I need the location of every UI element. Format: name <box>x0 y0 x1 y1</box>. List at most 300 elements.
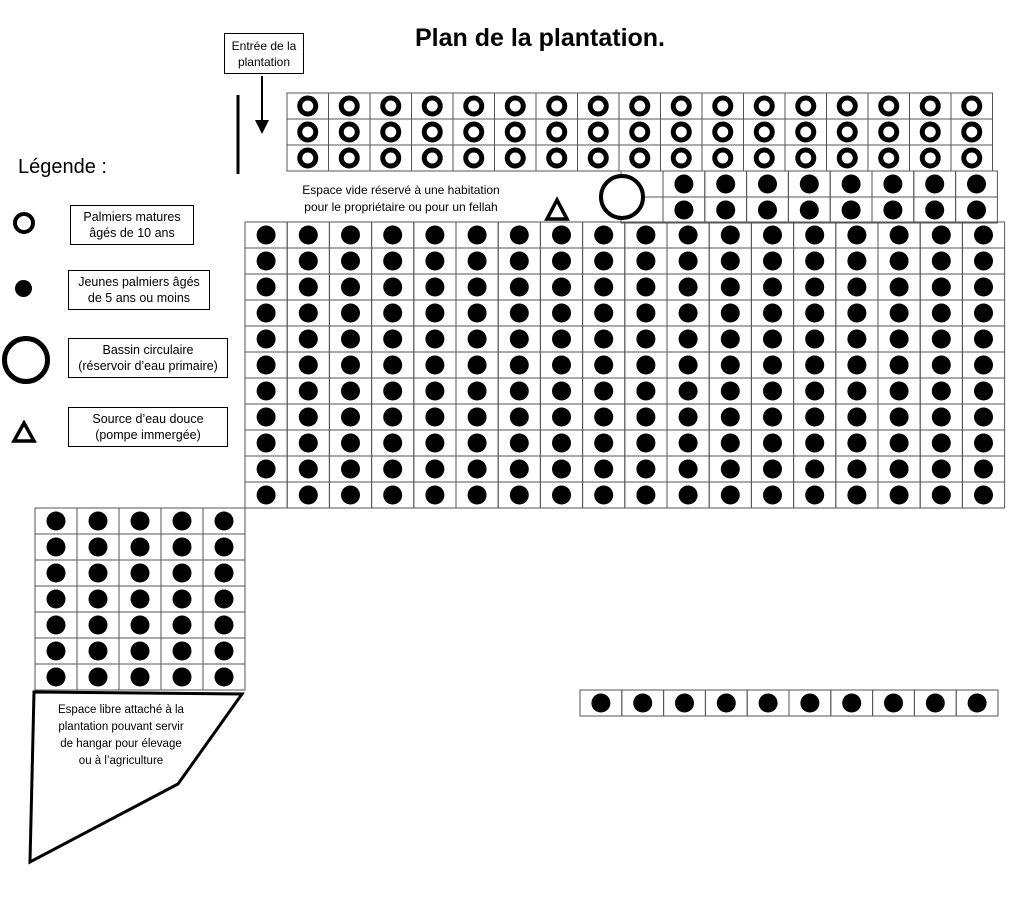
young-grid-cell <box>203 508 245 534</box>
young-grid-cell <box>836 430 878 456</box>
young-grid-cell <box>119 586 161 612</box>
young-palm <box>510 226 529 245</box>
young-palm <box>974 252 993 271</box>
young-palm <box>679 408 698 427</box>
entrance-arrow-head <box>255 120 269 134</box>
young-palm <box>47 564 66 583</box>
young-palm <box>425 408 444 427</box>
young-palm <box>383 434 402 453</box>
young-palm <box>805 434 824 453</box>
young-grid-cell <box>583 352 625 378</box>
mature-palm <box>881 98 897 114</box>
young-palm <box>636 486 655 505</box>
mature-palm <box>549 98 565 114</box>
young-palm <box>89 538 108 557</box>
young-grid-cell <box>667 274 709 300</box>
legend-basin-line-2: (réservoir d’eau primaire) <box>78 359 218 373</box>
young-palm <box>890 226 909 245</box>
young-grid-cell <box>498 222 540 248</box>
young-grid-cell <box>872 171 914 197</box>
mature-grid-cell <box>785 145 827 171</box>
free-space-label-line-1: Espace libre attaché à la <box>58 704 184 716</box>
young-palm <box>383 226 402 245</box>
young-palm <box>89 616 108 635</box>
free-space-label <box>36 702 206 770</box>
mature-palm <box>590 98 606 114</box>
young-palm <box>131 642 150 661</box>
young-palm <box>257 252 276 271</box>
young-grid-cell <box>329 248 371 274</box>
young-palm <box>425 304 444 323</box>
young-palm <box>47 642 66 661</box>
young-palm <box>510 304 529 323</box>
mature-palm <box>922 98 938 114</box>
young-grid-cell <box>77 612 119 638</box>
young-grid-cell <box>788 197 830 223</box>
young-palm <box>425 434 444 453</box>
circular-basin <box>601 176 643 218</box>
young-grid-cell <box>956 690 998 716</box>
young-palm <box>800 201 819 220</box>
young-grid-cell <box>622 690 664 716</box>
young-grid-cell <box>962 222 1004 248</box>
mature-palm <box>424 98 440 114</box>
young-palm <box>763 356 782 375</box>
young-grid-cell <box>873 690 915 716</box>
young-grid-cell <box>878 378 920 404</box>
young-grid-cell <box>962 404 1004 430</box>
young-palm <box>594 304 613 323</box>
young-palm <box>679 382 698 401</box>
young-grid-cell <box>287 378 329 404</box>
young-grid-cell <box>663 171 705 197</box>
young-palm <box>636 460 655 479</box>
mature-palm <box>300 150 316 166</box>
young-grid-cell <box>119 534 161 560</box>
young-palm <box>425 356 444 375</box>
young-grid-cell <box>456 326 498 352</box>
young-palm <box>47 590 66 609</box>
young-palm <box>131 668 150 687</box>
young-grid-cell <box>836 404 878 430</box>
mature-grid-cell <box>744 119 786 145</box>
young-palm <box>974 382 993 401</box>
young-palm <box>842 694 861 713</box>
young-grid-cell <box>872 197 914 223</box>
young-palm <box>674 175 693 194</box>
young-palm <box>468 460 487 479</box>
young-palm <box>805 252 824 271</box>
young-palm <box>383 278 402 297</box>
mature-grid-cell <box>287 145 329 171</box>
young-grid-cell <box>625 430 667 456</box>
mature-grid-cell <box>329 119 371 145</box>
young-palm <box>974 330 993 349</box>
young-palm <box>47 512 66 531</box>
mature-grid-cell <box>827 119 869 145</box>
young-grid-cell <box>329 378 371 404</box>
young-grid-cell <box>664 690 706 716</box>
mature-palm <box>756 150 772 166</box>
mature-palm <box>798 150 814 166</box>
young-palm <box>679 434 698 453</box>
young-palm <box>636 434 655 453</box>
young-palm <box>679 252 698 271</box>
young-grid-cell <box>836 378 878 404</box>
young-grid-cell <box>914 171 956 197</box>
young-palm <box>131 616 150 635</box>
young-grid-cell <box>498 274 540 300</box>
young-grid-cell <box>625 482 667 508</box>
young-grid-cell <box>119 612 161 638</box>
mature-grid-cell <box>951 93 993 119</box>
young-grid-cell <box>372 222 414 248</box>
mature-grid-cell <box>370 119 412 145</box>
legend-water-source-line-2: (pompe immergée) <box>95 428 201 442</box>
young-grid-cell <box>789 690 831 716</box>
young-grid-cell <box>794 482 836 508</box>
young-palm <box>636 226 655 245</box>
mature-palm <box>549 150 565 166</box>
young-grid-cell <box>583 430 625 456</box>
mature-palm <box>839 124 855 140</box>
young-palm <box>131 564 150 583</box>
young-palm <box>842 201 861 220</box>
young-grid-cell <box>540 222 582 248</box>
young-palm <box>932 330 951 349</box>
legend-heading: Légende : <box>18 156 107 178</box>
young-grid-cell <box>77 534 119 560</box>
young-palm <box>932 252 951 271</box>
young-grid-cell <box>414 352 456 378</box>
young-palm <box>763 304 782 323</box>
mature-palm <box>632 98 648 114</box>
young-grid-cell <box>119 560 161 586</box>
young-grid-cell <box>498 248 540 274</box>
young-palm <box>974 460 993 479</box>
young-grid-cell <box>456 430 498 456</box>
young-palm <box>468 434 487 453</box>
young-palm <box>510 252 529 271</box>
mature-grid-cell <box>661 119 703 145</box>
young-grid-cell <box>245 248 287 274</box>
young-grid-cell <box>583 404 625 430</box>
young-grid-cell <box>751 482 793 508</box>
young-grid-cell <box>161 560 203 586</box>
young-grid-cell <box>287 300 329 326</box>
mature-grid-cell <box>370 93 412 119</box>
young-grid-cell <box>751 404 793 430</box>
young-grid-cell <box>751 222 793 248</box>
legend-water-source-icon <box>11 420 37 444</box>
young-palm <box>721 382 740 401</box>
young-palm <box>675 694 694 713</box>
mature-palm <box>673 124 689 140</box>
young-grid-cell <box>329 222 371 248</box>
young-grid-cell <box>583 378 625 404</box>
young-palm <box>510 486 529 505</box>
young-palm <box>721 304 740 323</box>
young-palm <box>425 486 444 505</box>
young-palm <box>215 616 234 635</box>
young-palm <box>594 434 613 453</box>
mature-palm <box>881 150 897 166</box>
young-palm <box>257 460 276 479</box>
young-palm <box>679 330 698 349</box>
mature-palm <box>383 98 399 114</box>
young-grid-cell <box>540 456 582 482</box>
mature-grid-cell <box>453 93 495 119</box>
young-palm <box>383 382 402 401</box>
legend-mature-palm-line-2: âgés de 10 ans <box>89 226 175 240</box>
young-grid-cell <box>667 482 709 508</box>
young-palm <box>636 356 655 375</box>
young-grid-cell <box>540 274 582 300</box>
young-grid-cell <box>414 248 456 274</box>
legend-water-source-box <box>68 407 228 447</box>
young-palm <box>890 382 909 401</box>
page-title: Plan de la plantation. <box>414 24 666 52</box>
mature-palm <box>424 150 440 166</box>
young-palm <box>594 252 613 271</box>
young-palm <box>679 460 698 479</box>
young-grid-cell <box>709 274 751 300</box>
young-palm <box>847 252 866 271</box>
young-palm <box>763 226 782 245</box>
young-grid-cell <box>77 664 119 690</box>
young-palm <box>636 304 655 323</box>
mature-grid-cell <box>744 93 786 119</box>
young-palm <box>890 434 909 453</box>
young-grid-cell <box>540 378 582 404</box>
young-grid-cell <box>836 482 878 508</box>
young-palm <box>341 278 360 297</box>
young-grid-cell <box>709 456 751 482</box>
young-palm <box>974 278 993 297</box>
young-grid-cell <box>498 378 540 404</box>
young-palm <box>763 408 782 427</box>
young-palm <box>884 694 903 713</box>
young-grid-cell <box>794 300 836 326</box>
young-grid-cell <box>751 248 793 274</box>
young-grid-cell <box>329 430 371 456</box>
young-grid-cell <box>962 326 1004 352</box>
young-grid-cell <box>920 482 962 508</box>
basin-area-cell <box>621 197 663 223</box>
young-palm <box>299 304 318 323</box>
young-palm <box>594 382 613 401</box>
young-grid-cell <box>119 638 161 664</box>
young-grid-cell <box>751 430 793 456</box>
mature-palm <box>715 98 731 114</box>
young-palm <box>974 434 993 453</box>
mature-grid-cell <box>827 145 869 171</box>
mature-grid-cell <box>661 93 703 119</box>
young-palm <box>215 668 234 687</box>
young-palm <box>257 278 276 297</box>
young-grid-cell <box>372 326 414 352</box>
young-grid-cell <box>540 326 582 352</box>
young-grid-cell <box>794 456 836 482</box>
young-grid-cell <box>878 352 920 378</box>
mature-palm <box>300 98 316 114</box>
young-palm <box>763 486 782 505</box>
young-grid-cell <box>836 300 878 326</box>
young-palm <box>131 590 150 609</box>
young-palm <box>89 564 108 583</box>
young-palm <box>131 512 150 531</box>
young-grid-cell <box>372 300 414 326</box>
young-palm <box>257 434 276 453</box>
mature-grid-cell <box>827 93 869 119</box>
young-grid-cell <box>372 456 414 482</box>
young-palm <box>89 668 108 687</box>
young-grid-cell <box>920 430 962 456</box>
entrance-label <box>224 33 304 74</box>
young-grid-cell <box>35 560 77 586</box>
young-palm <box>758 175 777 194</box>
young-palm <box>847 226 866 245</box>
mature-grid-cell <box>495 119 537 145</box>
young-palm <box>89 590 108 609</box>
young-grid-cell <box>456 222 498 248</box>
young-grid-cell <box>583 456 625 482</box>
mature-grid-cell <box>868 145 910 171</box>
young-grid-cell <box>414 326 456 352</box>
young-grid-cell <box>956 197 998 223</box>
young-palm <box>636 278 655 297</box>
young-palm <box>341 304 360 323</box>
young-palm <box>932 460 951 479</box>
young-palm <box>594 460 613 479</box>
mature-grid-cell <box>785 119 827 145</box>
mature-palm <box>507 98 523 114</box>
young-palm <box>468 252 487 271</box>
young-palm <box>716 201 735 220</box>
mature-grid-cell <box>495 145 537 171</box>
young-palm <box>299 460 318 479</box>
entrance-label-line-2: plantation <box>237 54 291 69</box>
young-grid-cell <box>372 274 414 300</box>
young-grid-cell <box>914 197 956 223</box>
young-grid-cell <box>794 430 836 456</box>
legend-mature-palm-icon <box>13 212 35 234</box>
young-grid-cell <box>35 612 77 638</box>
young-grid-cell <box>667 248 709 274</box>
mature-palm <box>798 98 814 114</box>
young-palm <box>967 201 986 220</box>
young-grid-cell <box>794 274 836 300</box>
mature-palm <box>964 124 980 140</box>
young-palm <box>679 356 698 375</box>
young-palm <box>968 694 987 713</box>
young-palm <box>552 252 571 271</box>
young-grid-cell <box>962 378 1004 404</box>
young-palm <box>847 330 866 349</box>
young-grid-cell <box>709 248 751 274</box>
young-grid-cell <box>456 404 498 430</box>
young-grid-cell <box>203 586 245 612</box>
young-grid-cell <box>794 352 836 378</box>
young-palm <box>257 226 276 245</box>
young-palm <box>890 278 909 297</box>
mature-palm <box>549 124 565 140</box>
mature-grid-cell <box>702 93 744 119</box>
young-grid-cell <box>540 404 582 430</box>
young-palm <box>468 408 487 427</box>
mature-grid-cell <box>619 145 661 171</box>
young-palm <box>215 590 234 609</box>
young-palm <box>89 512 108 531</box>
young-palm <box>341 330 360 349</box>
young-palm <box>890 408 909 427</box>
young-grid-cell <box>414 378 456 404</box>
young-palm <box>173 668 192 687</box>
young-grid-cell <box>498 326 540 352</box>
young-grid-cell <box>920 456 962 482</box>
young-grid-cell <box>119 664 161 690</box>
young-grid-cell <box>245 300 287 326</box>
young-palm <box>341 252 360 271</box>
young-grid-cell <box>287 404 329 430</box>
young-palm <box>805 408 824 427</box>
young-palm <box>805 486 824 505</box>
mature-grid-cell <box>868 119 910 145</box>
young-palm <box>721 252 740 271</box>
young-palm <box>716 175 735 194</box>
young-grid-cell <box>35 586 77 612</box>
young-palm <box>805 330 824 349</box>
young-grid-cell <box>372 378 414 404</box>
young-palm <box>425 226 444 245</box>
young-grid-cell <box>667 222 709 248</box>
young-grid-cell <box>203 638 245 664</box>
young-palm <box>721 226 740 245</box>
young-palm <box>173 616 192 635</box>
young-grid-cell <box>794 404 836 430</box>
legend-young-palm-box <box>68 270 210 310</box>
young-palm <box>594 278 613 297</box>
young-palm <box>932 434 951 453</box>
young-palm <box>468 226 487 245</box>
young-palm <box>932 278 951 297</box>
free-space-label-line-3: de hangar pour élevage <box>60 738 182 750</box>
young-palm <box>257 486 276 505</box>
mature-palm <box>632 150 648 166</box>
young-palm <box>552 356 571 375</box>
young-palm <box>552 460 571 479</box>
young-palm <box>883 175 902 194</box>
mature-grid-cell <box>910 93 952 119</box>
young-palm <box>805 356 824 375</box>
young-palm <box>679 278 698 297</box>
young-palm <box>800 175 819 194</box>
young-grid-cell <box>540 430 582 456</box>
young-grid-cell <box>287 222 329 248</box>
young-grid-cell <box>203 612 245 638</box>
young-grid-cell <box>414 430 456 456</box>
young-grid-cell <box>878 222 920 248</box>
young-palm <box>805 226 824 245</box>
young-grid-cell <box>287 352 329 378</box>
young-grid-cell <box>203 664 245 690</box>
legend-basin-line-1: Bassin circulaire <box>102 343 194 357</box>
young-grid-cell <box>625 248 667 274</box>
young-grid-cell <box>287 326 329 352</box>
young-grid-cell <box>35 534 77 560</box>
young-palm <box>468 330 487 349</box>
young-grid-cell <box>245 404 287 430</box>
